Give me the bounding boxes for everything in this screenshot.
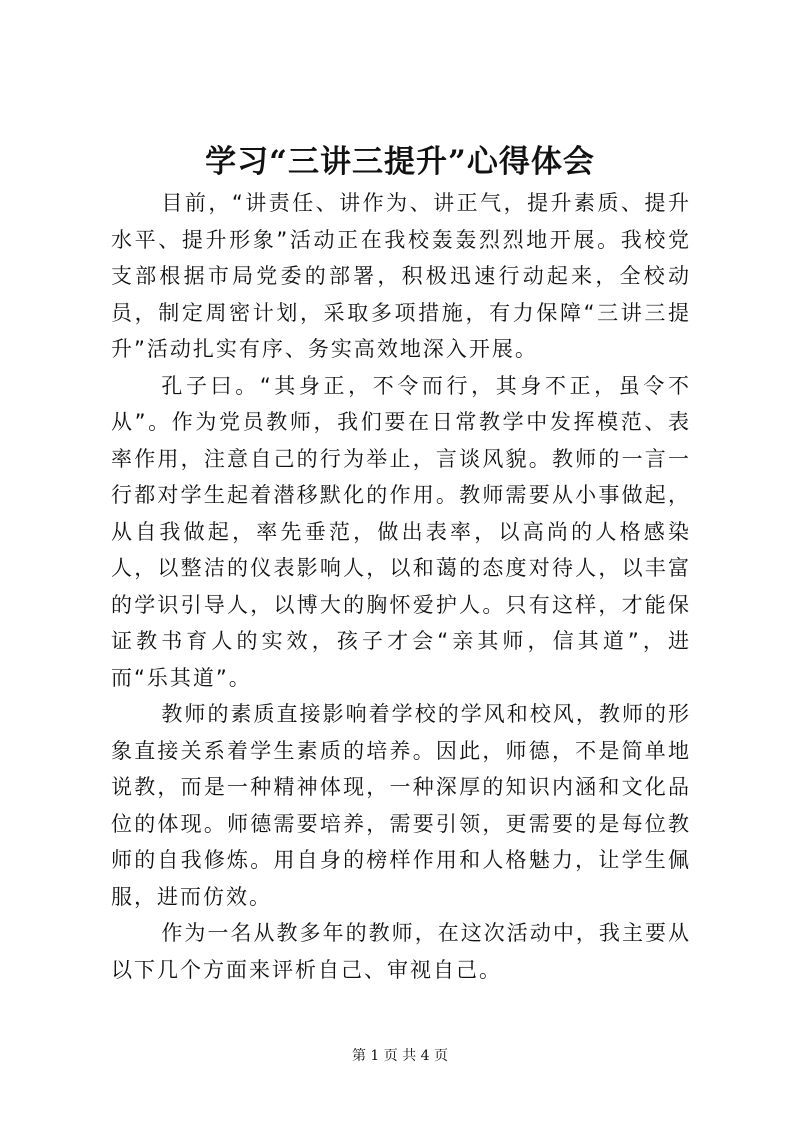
paragraph-1: 目前，“讲责任、讲作为、讲正气，提升素质、提升水平、提升形象”活动正在我校轰轰烈烈地开展。我校党支部根据市局党委的部署，积极迅速行动起来，全校动员，制定周密计划，采取多项措施，有力保障“三讲三提升”活动扎实有序、务实高效地深入开展。 <box>111 191 691 361</box>
paragraph-3: 教师的素质直接影响着学校的学风和校风，教师的形象直接关系着学生素质的培养。因此，师德，不是简单地说教，而是一种精神体现，一种深厚的知识内涵和文化品位的体现。师德需要培养，需要引领，更需要的是每位教师的自我修炼。用自身的榜样作用和人格魅力，让学生佩服，进而仿效。 <box>111 702 691 909</box>
paragraph-2: 孔子曰。“其身正，不令而行，其身不正，虽令不从”。作为党员教师，我们要在日常教学中发挥模范、表率作用，注意自己的行为举止，言谈风貌。教师的一言一行都对学生起着潜移默化的作用。教师需要从小事做起，从自我做起，率先垂范，做出表率，以高尚的人格感染人，以整洁的仪表影响人，以和蔼的态度对待人，以丰富的学识引导人，以博大的胸怀爱护人。只有这样，才能保证教书育人的实效，孩子才会“亲其师，信其道”，进而“乐其道”。 <box>111 373 691 690</box>
document-body <box>111 185 691 988</box>
paragraph-4: 作为一名从教多年的教师，在这次活动中，我主要从以下几个方面来评析自己、审视自己。 <box>111 921 691 982</box>
page-number-footer: 第 1 页 共 4 页 <box>351 1048 449 1064</box>
document-title: 学习“三讲三提升”心得体会 <box>205 144 595 180</box>
